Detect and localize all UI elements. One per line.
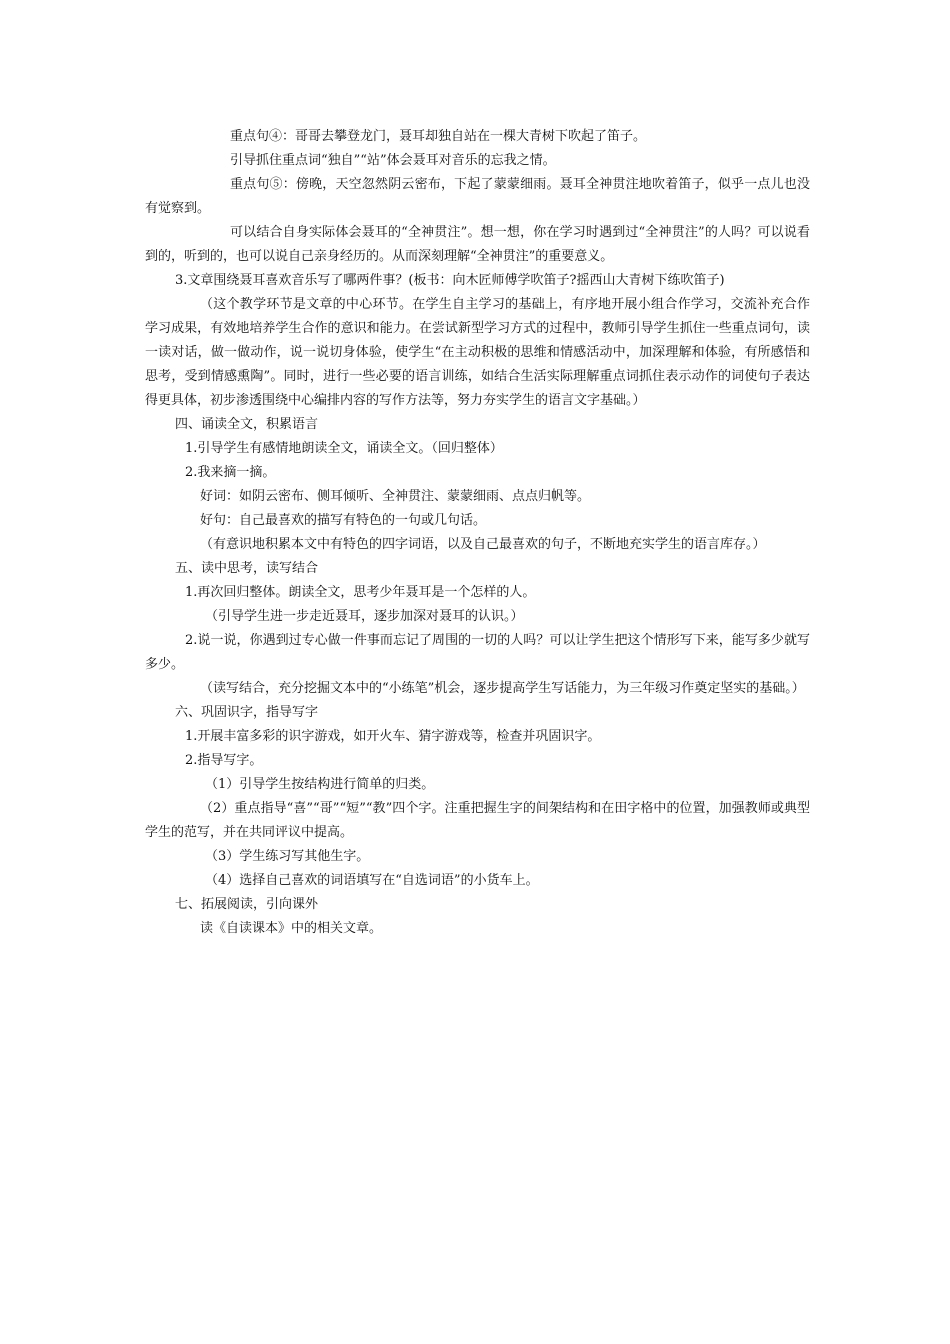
question-3: 3.文章围绕聂耳喜欢音乐写了哪两件事？(板书：向木匠师傅学吹笛子?摇西山大青树下练吹笛子) <box>175 273 725 288</box>
teaching-note: （有意识地积累本文中有特色的四字词语，以及自己最喜欢的句子，不断地充实学生的语言库存。） <box>200 537 766 552</box>
sub-item: （2）重点指导“喜”“哥”“短”“教”四个字。注重把握生字的间架结构和在田字格中的位置，加强教师或典型学生的范写，并在共同评议中提高。 <box>145 801 810 840</box>
reflection-paragraph: 可以结合自身实际体会聂耳的“全神贯注”。想一想，你在学习时遇到过“全神贯注”的人吗？可以说看到的，听到的，也可以说自己亲身经历的。从而深刻理解“全神贯注”的重要意义。 <box>145 225 810 264</box>
list-item: 2.说一说，你遇到过专心做一件事而忘记了周围的一切的人吗？可以让学生把这个情形写下来，能写多少就写多少。 <box>145 633 810 672</box>
teaching-note: （读写结合，充分挖掘文本中的“小练笔”机会，逐步提高学生写话能力，为三年级习作奠定坚实的基础。） <box>200 681 805 696</box>
key-sentence-4: 重点句④：哥哥去攀登龙门，聂耳却独自站在一棵大青树下吹起了笛子。 <box>230 129 647 144</box>
section-heading-7: 七、拓展阅读，引向课外 <box>175 897 319 912</box>
teaching-note: （引导学生进一步走近聂耳，逐步加深对聂耳的认识。） <box>205 609 524 624</box>
list-item: 读《自读课本》中的相关文章。 <box>200 921 383 936</box>
good-words: 好词：如阴云密布、侧耳倾听、全神贯注、蒙蒙细雨、点点归帆等。 <box>200 489 591 504</box>
section-heading-4: 四、诵读全文，积累语言 <box>175 417 319 432</box>
list-item: 2.指导写字。 <box>185 753 263 768</box>
sub-item: （1）引导学生按结构进行简单的归类。 <box>205 777 435 792</box>
key-sentence-5: 重点句⑤：傍晚，天空忽然阴云密布，下起了蒙蒙细雨。聂耳全神贯注地吹着笛子，似乎一点儿也没有觉察到。 <box>145 177 810 216</box>
section-heading-5: 五、读中思考，读写结合 <box>175 561 319 576</box>
list-item: 1.引导学生有感情地朗读全文，诵读全文。（回归整体） <box>185 441 503 456</box>
list-item: 2.我来摘一摘。 <box>185 465 276 480</box>
document-body <box>145 125 810 941</box>
guidance-paragraph: 引导抓住重点词“独自”“站”体会聂耳对音乐的忘我之情。 <box>230 153 556 168</box>
list-item: 1.开展丰富多彩的识字游戏，如开火车、猜字游戏等，检查并巩固识字。 <box>185 729 601 744</box>
section-heading-6: 六、巩固识字，指导写字 <box>175 705 319 720</box>
teaching-note-paragraph: （这个教学环节是文章的中心环节。在学生自主学习的基础上，有序地开展小组合作学习，交流补充合作学习成果，有效地培养学生合作的意识和能力。在尝试新型学习方式的过程中，教师引导学生抓住一些重点词句，读一读对话，做一做动作，说一说切身体验，使学生“在主动积极的思维和情感活动中，加深理解和体验，有所感悟和思考，受到情感熏陶”。同时，进行一些必要的语言训练，如结合生活实际理解重点词抓住表示动作的词使句子表达得更具体，初步渗透围绕中心编排内容的写作方法等，努力夯实学生的语言文字基础。） <box>145 297 810 408</box>
good-sentences: 好句：自己最喜欢的描写有特色的一句或几句话。 <box>200 513 487 528</box>
sub-item: （4）选择自己喜欢的词语填写在“自选词语”的小货车上。 <box>205 873 539 888</box>
sub-item: （3）学生练习写其他生字。 <box>205 849 370 864</box>
list-item: 1.再次回归整体。朗读全文，思考少年聂耳是一个怎样的人。 <box>185 585 536 600</box>
